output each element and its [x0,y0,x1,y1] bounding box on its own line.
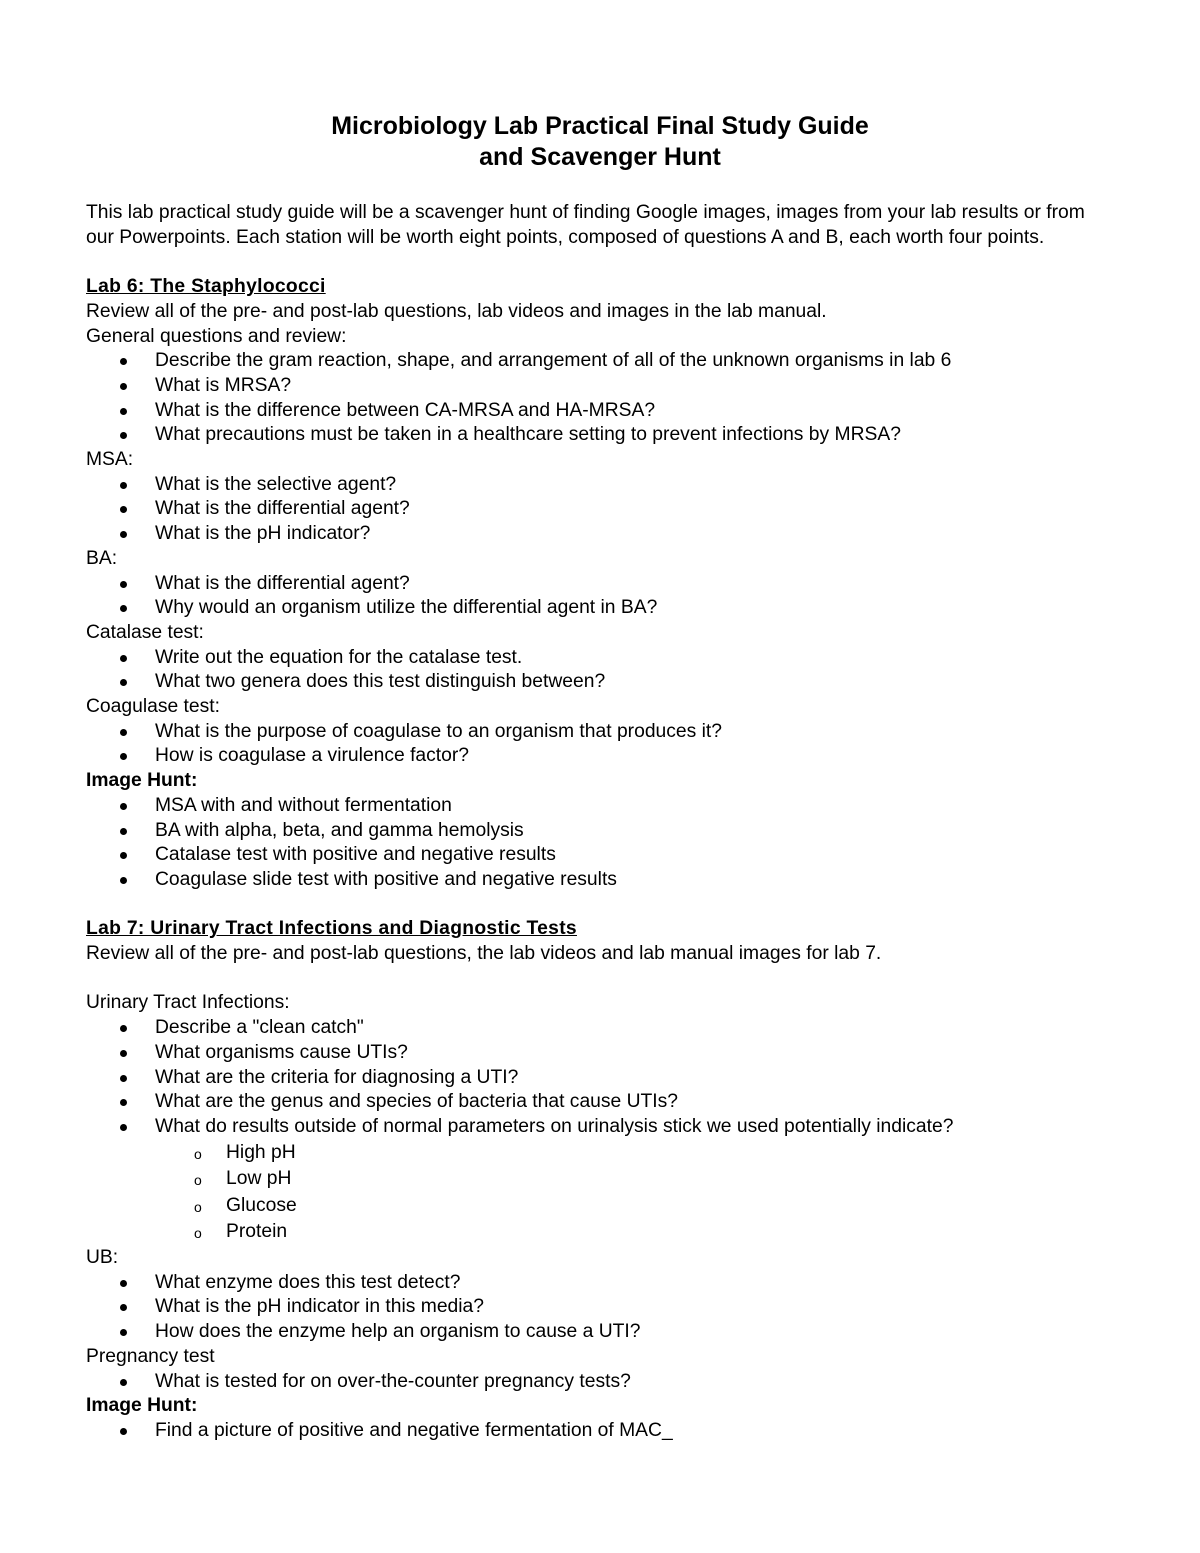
lab7-heading: Lab 7: Urinary Tract Infections and Diagnostic Tests [86,918,577,940]
list-item: What is the difference between CA-MRSA and HA-MRSA? [86,399,1116,424]
list-item: What is tested for on over-the-counter pregnancy tests? [86,1370,1116,1395]
list-item: What are the genus and species of bacteria that cause UTIs? [86,1090,1116,1115]
list-item: What two genera does this test distinguish between? [86,670,1116,695]
list-item: What is the differential agent? [86,497,1116,522]
lab6-section [86,275,1116,893]
lab6-heading: Lab 6: The Staphylococci [86,276,326,298]
section-spacer [86,967,1116,992]
lab6-msa-label: MSA: [86,449,134,471]
sub-list-item: o Protein [86,1219,1116,1246]
list-item: What precautions must be taken in a healthcare setting to prevent infections by MRSA? [86,423,1116,448]
list-item: Describe the gram reaction, shape, and arrangement of all of the unknown organisms in lab 6 [86,349,1116,374]
lab6-general-label: General questions and review: [86,325,347,347]
lab6-image-hunt-label: Image Hunt: [86,770,198,792]
lab7-uti-list [86,1016,1116,1140]
list-item: Why would an organism utilize the differential agent in BA? [86,596,1116,621]
document-title-line-2: and Scavenger Hunt [479,143,721,171]
list-item: Find a picture of positive and negative fermentation of MAC_ [86,1419,1116,1444]
list-item: What enzyme does this test detect? [86,1271,1116,1296]
lab7-image-hunt-list [86,1419,1116,1444]
list-item: MSA with and without fermentation [86,794,1116,819]
list-item: What is MRSA? [86,374,1116,399]
lab7-ub-list [86,1271,1116,1345]
lab7-uti-sub-list [86,1140,1116,1246]
lab6-image-hunt-list [86,794,1116,893]
list-item: How is coagulase a virulence factor? [86,744,1116,769]
list-item: What is the pH indicator in this media? [86,1295,1116,1320]
list-item: What do results outside of normal parameters on urinalysis stick we used potentially indicate? [86,1115,1116,1140]
document-body [86,201,1116,1444]
list-item: What is the pH indicator? [86,522,1116,547]
lab7-ub-label: UB: [86,1247,119,1269]
intro-paragraph: This lab practical study guide will be a scavenger hunt of finding Google images, images from your lab results or from our Powerpoints. Each station will be worth eight points, composed of questions A and B, each worth four points. [86,202,1085,248]
lab6-catalase-label: Catalase test: [86,621,204,643]
list-item: Describe a "clean catch" [86,1016,1116,1041]
list-item: What is the differential agent? [86,572,1116,597]
sub-list-item: o Glucose [86,1193,1116,1220]
lab7-pregnancy-list [86,1370,1116,1395]
lab7-uti-label: Urinary Tract Infections: [86,992,290,1014]
list-item: How does the enzyme help an organism to cause a UTI? [86,1320,1116,1345]
list-item: What is the selective agent? [86,473,1116,498]
lab7-image-hunt-label: Image Hunt: [86,1395,198,1417]
list-item: What are the criteria for diagnosing a UTI? [86,1066,1116,1091]
sub-list-item: o High pH [86,1140,1116,1167]
list-item: Write out the equation for the catalase test. [86,646,1116,671]
lab7-review: Review all of the pre- and post-lab questions, the lab videos and lab manual images for lab 7. [86,943,882,965]
sub-list-item: o Low pH [86,1166,1116,1193]
lab6-catalase-list [86,646,1116,695]
lab6-coagulase-list [86,720,1116,769]
lab6-ba-list [86,572,1116,621]
list-item: What organisms cause UTIs? [86,1041,1116,1066]
lab6-ba-label: BA: [86,547,118,569]
lab7-pregnancy-label: Pregnancy test [86,1345,215,1367]
list-item: BA with alpha, beta, and gamma hemolysis [86,819,1116,844]
document-title-line-1: Microbiology Lab Practical Final Study Guide [331,112,869,140]
list-item: Coagulase slide test with positive and negative results [86,868,1116,893]
lab6-review: Review all of the pre- and post-lab questions, lab videos and images in the lab manual. [86,300,827,322]
lab7-section [86,917,1116,1443]
lab6-msa-list [86,473,1116,547]
list-item: Catalase test with positive and negative results [86,843,1116,868]
section-spacer [86,893,1116,918]
list-item: What is the purpose of coagulase to an organism that produces it? [86,720,1116,745]
lab6-general-list [86,349,1116,448]
lab6-coagulase-label: Coagulase test: [86,696,220,718]
